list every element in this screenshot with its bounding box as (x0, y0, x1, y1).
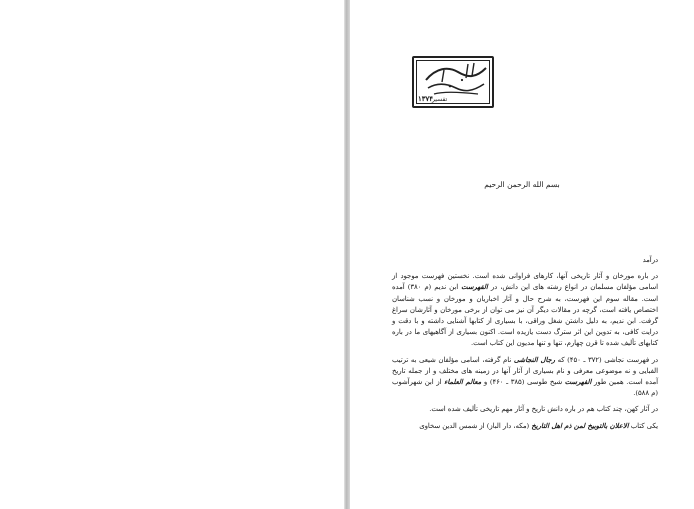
stamp-code: تفسیر (432, 96, 448, 103)
right-page (350, 0, 694, 509)
p4-text-a: یکی کتاب (628, 421, 658, 430)
p1-text-a: در باره مورخان و آثار تاریخی آنها، کارهای فراوانی شده است. نخستین فهرست موجود از اسامی مؤلفان مسلمان در انواع رشته های این دانش، در (392, 272, 658, 292)
p1-book-title: الفهرست (461, 283, 488, 292)
library-stamp (412, 56, 494, 108)
p4-text-c: (مکه، دار الباز) از شمس الدین سخاوی (419, 421, 532, 430)
bismillah-heading: بسم الله الرحمن الرحیم (484, 180, 560, 189)
p2-text-e: شیخ طوسی (۳۸۵ ـ ۴۶۰) و (481, 378, 565, 387)
section-title: درآمد (642, 256, 658, 264)
paragraph-3: در آثار کهن، چند کتاب هم در باره دانش تاریخ و آثار مهم تاریخی تألیف شده است. (429, 405, 658, 414)
paragraph-1 (392, 271, 658, 349)
stamp-year: ۱۳۷۴ (418, 94, 434, 103)
p4-book-title: الاعلان بالتوبیخ لمن ذم اهل التاریخ (531, 421, 629, 430)
paragraph-2 (392, 355, 658, 400)
p1-text-c: ابن ندیم (م ۳۸۰) آمده است. مقاله سوم این فهرست، به شرح حال و آثار اخباریان و مورخان و نسب شناسان اختصاص یافته است، گرچه در مقالات دیگر آن نیز می توان از برخی مورخان و آثارشان سراغ گرفت. ابن ندیم، به دلیل داشتن شغل وراقی، با بسیاری از کتابها آشنایی داشته و با دقت و درایت کافی، به تدوین این اثر سترگ دست یازیده است. اکنون بسیاری از آگاهیهای ما در باره کتابهای تألیف شده تا قرن چهارم، تنها و تنها مدیون این کتاب است. (392, 283, 658, 348)
body-text (392, 255, 658, 437)
p2-text-a: در فهرست نجاشی (۳۷۲ ـ ۴۵۰) که (555, 355, 659, 364)
p2-text-c: نام گرفته، اسامی مؤلفان شیعی به ترتیب الفبایی و نه موضوعی معرفی و نام بسیاری از آثار آنها در زمینه های مختلف و از جمله تاریخ آمده است. همین طور (392, 355, 658, 387)
p2-book-title-3: معالم العلماء (444, 378, 482, 387)
p2-book-title-2: الفهرست (564, 378, 592, 387)
p2-text-g: از ابن شهرآشوب (م ۵۸۸). (392, 378, 658, 398)
left-page (0, 0, 344, 509)
p2-book-title-1: رجال النجاشی (513, 355, 555, 364)
paragraph-4 (392, 421, 658, 432)
